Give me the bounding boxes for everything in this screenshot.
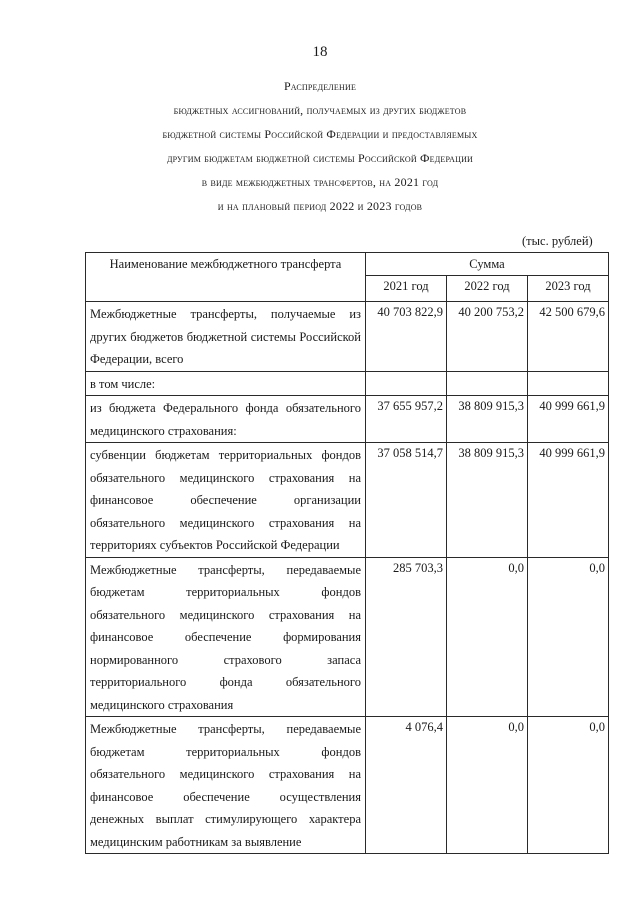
row-value-2023: 0,0	[528, 557, 609, 717]
table-row	[86, 396, 609, 443]
header-name: Наименование межбюджетного трансферта	[86, 253, 366, 302]
row-name: в том числе:	[86, 371, 366, 396]
row-value-2022: 40 200 753,2	[447, 302, 528, 372]
title-line: в виде межбюджетных трансфертов, на 2021 год	[201, 175, 439, 189]
row-value-2021: 285 703,3	[366, 557, 447, 717]
header-year-2022: 2022 год	[447, 276, 528, 302]
title-line: бюджетной системы Российской Федерации и предоставляемых	[162, 127, 478, 141]
document-title	[60, 74, 580, 218]
header-sum: Сумма	[366, 253, 609, 276]
row-name: Межбюджетные трансферты, получаемые из других бюджетов бюджетной системы Российской Федерации, всего	[86, 302, 366, 372]
row-name: субвенции бюджетам территориальных фондов обязательного медицинского страхования на финансовое обеспечение организации обязательного медицинского страхования на территориях субъектов Российской Федерации	[86, 443, 366, 558]
page-number: 18	[312, 44, 328, 60]
row-name: из бюджета Федерального фонда обязательного медицинского страхования:	[86, 396, 366, 443]
row-value-2022: 38 809 915,3	[447, 443, 528, 558]
table-row	[86, 371, 609, 396]
row-name: Межбюджетные трансферты, передаваемые бюджетам территориальных фондов обязательного медицинского страхования на финансовое обеспечение осуществления денежных выплат стимулирующего характера медицинским работникам за выявление	[86, 717, 366, 854]
table-row	[86, 557, 609, 717]
header-year-2023: 2023 год	[528, 276, 609, 302]
row-value-2022: 38 809 915,3	[447, 396, 528, 443]
row-value-2022	[447, 371, 528, 396]
row-value-2021: 37 058 514,7	[366, 443, 447, 558]
row-value-2022: 0,0	[447, 717, 528, 854]
table-row	[86, 443, 609, 558]
row-value-2021	[366, 371, 447, 396]
transfers-table	[85, 252, 609, 854]
table-row	[86, 302, 609, 372]
row-value-2022: 0,0	[447, 557, 528, 717]
table-header-row	[86, 253, 609, 276]
title-line: и на плановый период 2022 и 2023 годов	[217, 199, 423, 213]
row-value-2021: 37 655 957,2	[366, 396, 447, 443]
row-value-2023: 0,0	[528, 717, 609, 854]
title-line: Распределение	[283, 79, 357, 93]
row-value-2023: 40 999 661,9	[528, 443, 609, 558]
title-line: другим бюджетам бюджетной системы Российской Федерации	[166, 151, 474, 165]
row-value-2021: 40 703 822,9	[366, 302, 447, 372]
row-value-2023	[528, 371, 609, 396]
units-label: (тыс. рублей)	[522, 234, 593, 248]
row-name: Межбюджетные трансферты, передаваемые бюджетам территориальных фондов обязательного медицинского страхования на финансовое обеспечение формирования нормированного страхового запаса территориального фонда обязательного медицинского страхования	[86, 557, 366, 717]
table-row	[86, 717, 609, 854]
header-year-2021: 2021 год	[366, 276, 447, 302]
title-line: бюджетных ассигнований, получаемых из других бюджетов	[173, 103, 467, 117]
row-value-2023: 42 500 679,6	[528, 302, 609, 372]
row-value-2023: 40 999 661,9	[528, 396, 609, 443]
row-value-2021: 4 076,4	[366, 717, 447, 854]
